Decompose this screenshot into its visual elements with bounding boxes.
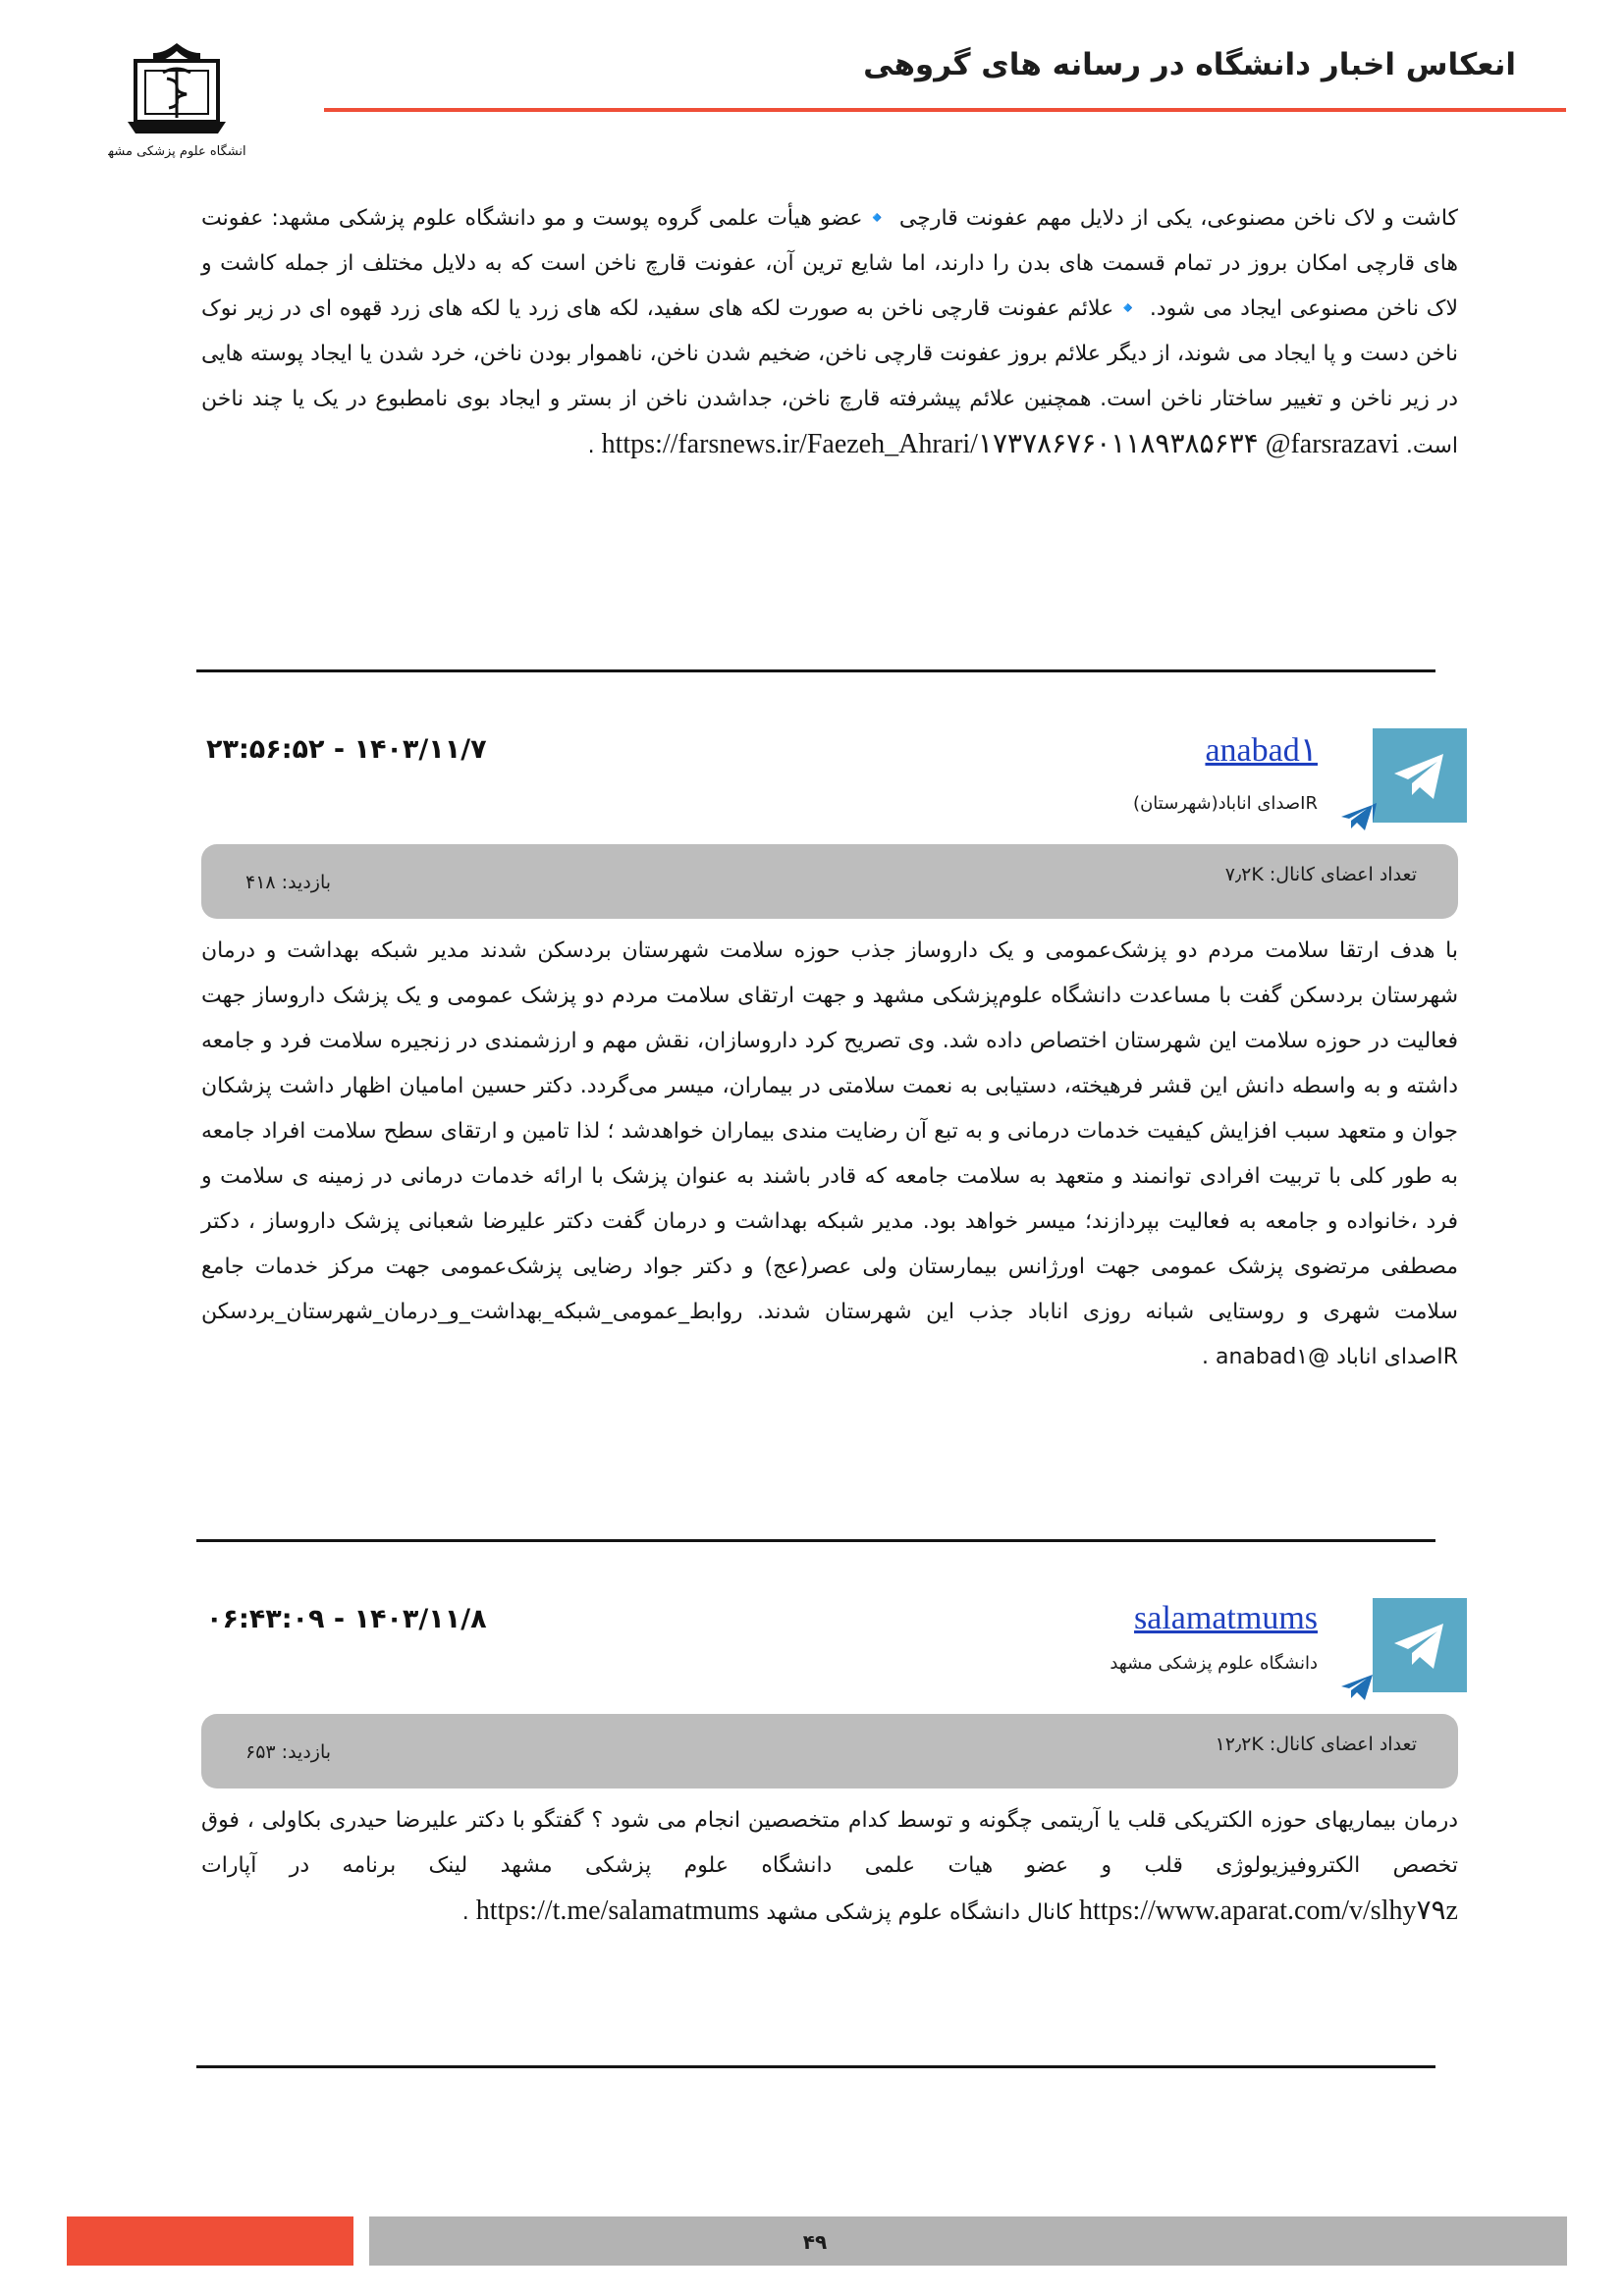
members-count: تعداد اعضای کانال: ۷٫۲K	[1224, 864, 1417, 885]
members-count: تعداد اعضای کانال: ۱۲٫۲K	[1215, 1734, 1417, 1755]
post-end: .	[461, 1900, 469, 1925]
post-date: ۰۶:۴۳:۰۹ - ۱۴۰۳/۱۱/۸	[206, 1604, 487, 1634]
university-logo	[108, 39, 245, 162]
post-body-text: درمان بیماریهای حوزه الکتریکی قلب یا آریتمی چگونه و توسط کدام متخصصین انجام می شود ؟ گفتگو با دکتر علیرضا حیدری بکاولی ، فوق تخصص الکتروفیزیولوژی قلب و عضو هیات علمی دانشگاه علوم پزشکی مشهد لینک برنامه در آپارات	[201, 1808, 1458, 1878]
channel-link[interactable]: anabad۱	[1205, 732, 1318, 769]
section-divider	[196, 669, 1435, 672]
channel-subtitle: دانشگاه علوم پزشکی مشهد	[1110, 1653, 1318, 1674]
post-body: با هدف ارتقا سلامت مردم دو پزشک‌عمومی و یک داروساز جذب حوزه سلامت شهرستان بردسکن شدند مدیر شبکه بهداشت و درمان شهرستان بردسکن گفت با مساعدت دانشگاه علوم‌پزشکی مشهد و جهت ارتقای سلامت مردم دو پزشک عمومی و یک پزشک داروساز جهت فعالیت در حوزه سلامت این شهرستان اختصاص داده شد. وی تصریح کرد داروسازان، نقش مهم و ارزشمندی در زنجیره سلامت فرد و جامعه داشته و به واسطه دانش این قشر فرهیخته، دستیابی به نعمت سلامتی در بیماران، میسر می‌گردد. دکتر حسین امامیان اظهار داشت پزشکان جوان و متعهد سبب افزایش کیفیت خدمات درمانی و به تبع آن رضایت مندی بیماران خواهدشد ؛ لذا تامین و ارتقای سطح سلامت افراد جامعه به طور کلی با تربیت افرادی توانمند و متعهد به سلامت جامعه که قادر باشند به عنوان پزشک با ارائه خدمات درمانی در زمینه ی سلامت و فرد ،خانواده و جامعه به فعالیت بپردازند؛ میسر خواهد بود. مدیر شبکه بهداشت و درمان گفت دکتر علیرضا شعبانی پزشک داروساز ، دکتر مصطفی مرتضوی پزشک عمومی جهت اورژانس بیمارستان ولی عصر(عج) و دکتر جواد رضایی پزشک‌عمومی جهت مرکز خدمات جامع سلامت شهری و روستایی شبانه روزی اناباد جذب این شهرستان شدند. روابط_عمومی_شبکه_بهداشت_و_درمان_شهرستان_بردسکن IRصدای اناباد @anabad۱ .	[201, 938, 1458, 1369]
channel-link[interactable]: salamatmums	[1134, 1600, 1318, 1636]
header-rule	[324, 108, 1566, 112]
logo-caption: دانشگاه علوم پزشکی مشهد	[108, 144, 245, 159]
telegram-small-icon	[1339, 1673, 1375, 1702]
stats-bar	[201, 1714, 1458, 1789]
page-number: ۴۹	[802, 2230, 828, 2254]
intro-end: .	[587, 434, 595, 458]
intro-text: کاشت و لاک ناخن مصنوعی، یکی از دلایل مهم عفونت قارچی 🔹عضو هیأت علمی گروه پوست و مو دانشگاه علوم پزشکی مشهد: عفونت های قارچی امکان بروز در تمام قسمت های بدن را دارند، اما شایع ترین آن، عفونت قارچ ناخن است که به دلایل مختلف از جمله کاشت و لاک ناخن مصنوعی ایجاد می شود. 🔹علائم عفونت قارچی ناخن به صورت لکه های سفید، لکه های زرد یا لکه های زرد قهوه ای در زیر نوک ناخن دست و پا ایجاد می شوند، از دیگر علائم بروز عفونت قارچی ناخن، ضخیم شدن ناخن، ناهموار بودن ناخن، خرد شدن یا ایجاد پوسته هایی در زیر ناخن و تغییر ساختار ناخن است. همچنین علائم پیشرفته قارچ ناخن، جداشدن ناخن از بستر و ایجاد بوی نامطبوع در یک یا چند ناخن است.	[201, 206, 1458, 458]
post-date: ۲۳:۵۶:۵۲ - ۱۴۰۳/۱۱/۷	[206, 734, 487, 765]
footer-red-bar	[67, 2216, 353, 2266]
views-count: بازدید: ۶۵۳	[245, 1741, 332, 1763]
post-link-caption: کانال دانشگاه علوم پزشکی مشهد	[766, 1900, 1073, 1925]
telegram-icon	[1373, 728, 1467, 823]
views-count: بازدید: ۴۱۸	[245, 872, 332, 893]
footer-gray-bar	[369, 2216, 1567, 2266]
intro-link[interactable]: https://farsnews.ir/Faezeh_Ahrari/۱۷۳۷۸۶۷۶۰۱۱۸۹۳۸۵۶۳۴ @farsrazavi	[601, 429, 1399, 459]
intro-paragraph	[201, 196, 1458, 469]
aparat-link[interactable]: https://www.aparat.com/v/slhy۷۹z	[1079, 1896, 1458, 1926]
telegram-icon	[1373, 1598, 1467, 1692]
page-header-title: انعکاس اخبار دانشگاه در رسانه های گروهی	[863, 47, 1516, 82]
telegram-small-icon	[1339, 803, 1375, 832]
channel-subtitle: IRصدای اناباد(شهرستان)	[1133, 793, 1318, 814]
telegram-link[interactable]: https://t.me/salamatmums	[475, 1896, 760, 1926]
post-body	[201, 1798, 1458, 1936]
section-divider	[196, 1539, 1435, 1542]
section-divider	[196, 2065, 1435, 2068]
stats-bar	[201, 844, 1458, 919]
